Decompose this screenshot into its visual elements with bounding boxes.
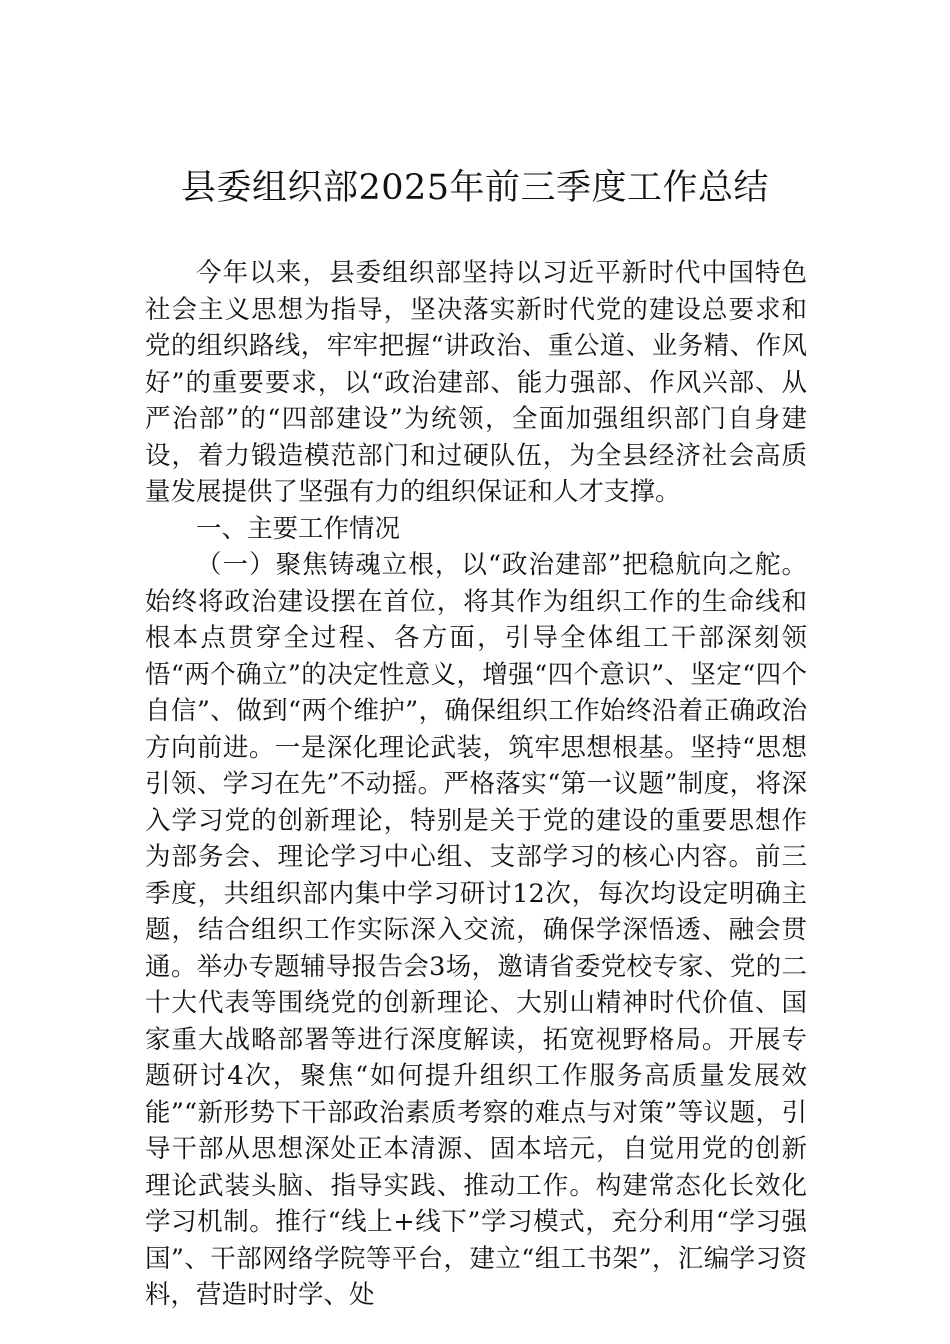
section-heading: 一、主要工作情况 bbox=[196, 513, 401, 544]
section-paragraph: （一）聚焦铸魂立根，以“政治建部”把稳航向之舵。始终将政治建设摆在首位，将其作为组织工作的生命线和根本点贯穿全过程、各方面，引导全体组工干部深刻领悟“两个确立”的决定性意义，增强“四个意识”、坚定“四个自信”、做到“两个维护”，确保组织工作始终沿着正确政治方向前进。一是深化理论武装，筑牢思想根基。坚持“思想引领、学习在先”不动摇。严格落实“第一议题”制度，将深入学习党的创新理论，特别是关于党的建设的重要思想作为部务会、理论学习中心组、支部学习的核心内容。前三季度，共组织部内集中学习研讨12次，每次均设定明确主题，结合组织工作实际深入交流，确保学深悟透、融会贯通。举办专题辅导报告会3场，邀请省委党校专家、党的二十大代表等围绕党的创新理论、大别山精神时代价值、国家重大战略部署等进行深度解读，拓宽视野格局。开展专题研讨4次，聚焦“如何提升组织工作服务高质量发展效能”“新形势下干部政治素质考察的难点与对策”等议题，引导干部从思想深处正本清源、固本培元，自觉用党的创新理论武装头脑、指导实践、推动工作。构建常态化长效化学习机制。推行“线上+线下”学习模式，充分利用“学习强国”、干部网络学院等平台，建立“组工书架”，汇编学习资料，营造时时学、处 bbox=[145, 550, 807, 1310]
document-title: 县委组织部2025年前三季度工作总结 bbox=[180, 168, 770, 208]
document-body bbox=[145, 255, 807, 1314]
intro-paragraph: 今年以来，县委组织部坚持以习近平新时代中国特色社会主义思想为指导，坚决落实新时代党的建设总要求和党的组织路线，牢牢把握“讲政治、重公道、业务精、作风好”的重要要求，以“政治建部、能力强部、作风兴部、从严治部”的“四部建设”为统领，全面加强组织部门自身建设，着力锻造模范部门和过硬队伍，为全县经济社会高质量发展提供了坚强有力的组织保证和人才支撑。 bbox=[145, 258, 807, 507]
